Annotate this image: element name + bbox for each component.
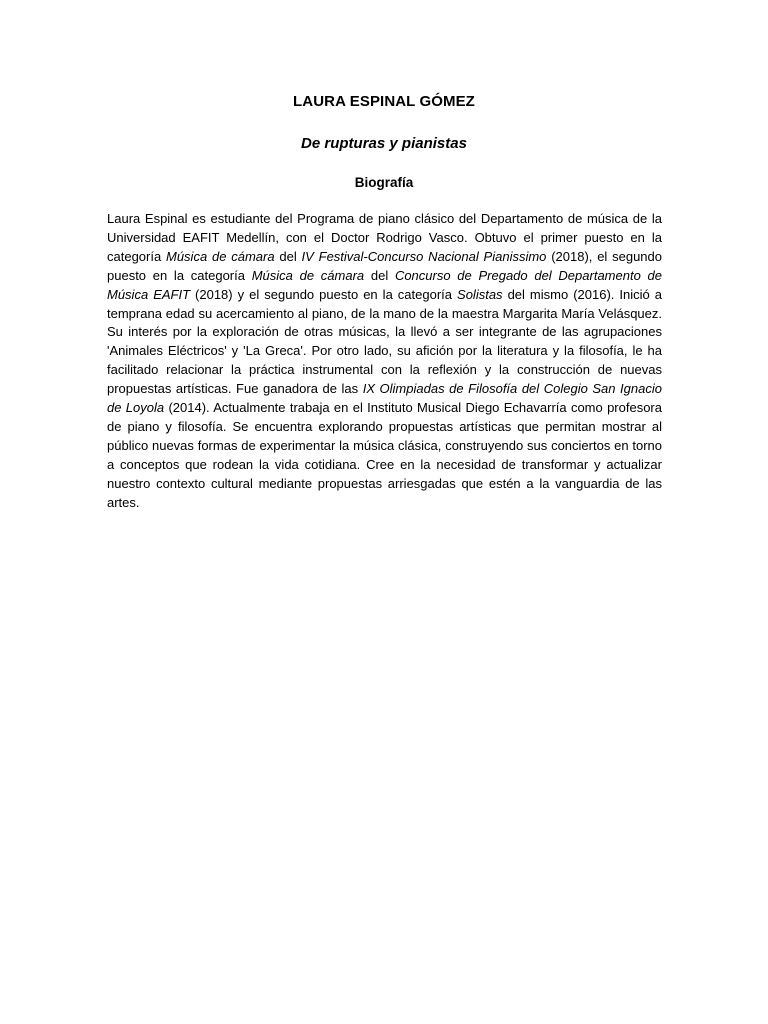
author-name: LAURA ESPINAL GÓMEZ	[293, 93, 475, 110]
section-heading: Biografía	[354, 175, 414, 190]
bio-italic-festival: IV Festival-Concurso Nacional Pianissimo	[301, 248, 547, 264]
bio-text: (2014). Actualmente trabaja en el Instituto Musical Diego Echavarría como profesora de piano y filosofía. Se encuentra explorando propuestas artísticas que permitan mostrar al público nuevas formas de experimentar la música clásica, construyendo sus conciertos en torno a conceptos que rodean la vida cotidiana. Cree en la necesidad de transformar y actualizar nuestro contexto cultural mediante propuestas arriesgadas que estén a la vanguardia de las artes.	[107, 400, 662, 510]
bio-italic-contest: Concurso de Pregado del Departamento de Música EAFIT	[107, 267, 662, 302]
document-title: De rupturas y pianistas	[301, 135, 467, 152]
bio-italic-category: Música de cámara	[166, 248, 275, 264]
bio-text: del	[364, 267, 395, 283]
bio-text: Laura Espinal es estudiante del Programa de piano clásico del Departamento de música de la Universidad EAFIT Medellín, con el Doctor Rodrigo Vasco. Obtuvo el primer puesto en la categoría	[107, 211, 662, 264]
bio-text: del	[274, 248, 302, 264]
biography-paragraph	[107, 210, 662, 513]
bio-text: (2018) y el segundo puesto en la categoría	[190, 286, 458, 302]
bio-italic-category: Solistas	[457, 286, 503, 302]
bio-text: del mismo (2016). Inició a temprana edad su acercamiento al piano, de la mano de la maestra Margarita María Velásquez. Su interés por la exploración de otras músicas, la llevó a ser integrante de las agrupaciones 'Animales Eléctricos' y 'La Greca'. Por otro lado, su afición por la literatura y la filosofía, le ha facilitado relacionar la práctica instrumental con la reflexión y la construcción de nuevas propuestas artísticas. Fue ganadora de las	[107, 286, 663, 397]
bio-text: (2018), el segundo puesto en la categoría	[107, 248, 662, 283]
bio-italic-category: Música de cámara	[251, 267, 365, 283]
bio-italic-olympiad: IX Olimpiadas de Filosofía del Colegio San Ignacio de Loyola	[107, 381, 662, 416]
